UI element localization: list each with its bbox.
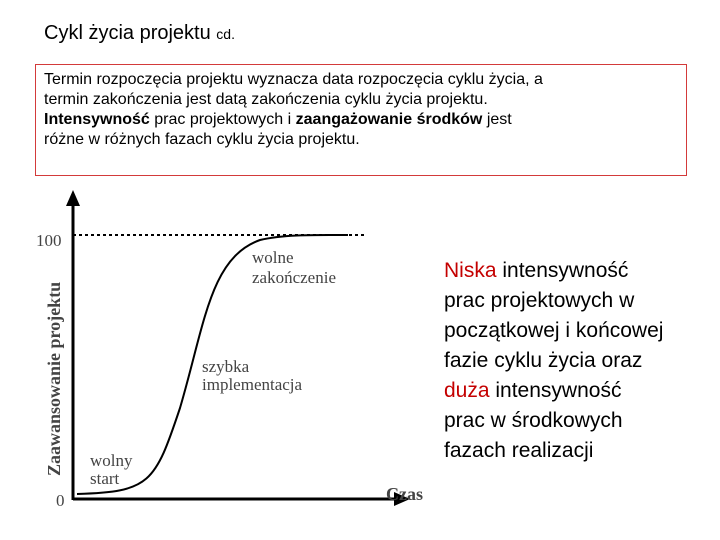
side-line-2: prac projektowych w [444, 289, 635, 312]
y-tick-0: 0 [56, 491, 65, 510]
phase-slow-end-2: zakończenie [252, 268, 336, 287]
title-suffix: cd. [216, 26, 235, 42]
definition-textbox [35, 64, 687, 176]
s-curve-chart [30, 188, 430, 523]
textbox-line-3-mid: prac projektowych i [149, 111, 296, 128]
x-axis-label: Czas [386, 484, 423, 504]
s-curve-svg [30, 188, 430, 518]
side-line-5 [444, 376, 712, 406]
side-line-3: początkowej i końcowej [444, 319, 664, 342]
word-high: duża [444, 379, 490, 402]
title-main: Cykl życia projektu [44, 22, 211, 44]
side-line-4: fazie cyklu życia oraz [444, 349, 643, 372]
side-description [444, 256, 712, 466]
phase-slow-end-1: wolne [252, 248, 294, 267]
y-axis-arrow [66, 190, 80, 206]
textbox-line-1: Termin rozpoczęcia projektu wyznacza data rozpoczęcia cyklu życia, a [44, 71, 543, 88]
textbox-line-3-end: jest [482, 111, 512, 128]
textbox-line-3 [44, 110, 678, 130]
bold-intensity: Intensywność [44, 111, 150, 128]
textbox-line-2: termin zakończenia jest datą zakończenia cyklu życia projektu. [44, 91, 488, 108]
phase-slow-start-1: wolny [90, 451, 133, 470]
phase-slow-start-2: start [90, 469, 120, 488]
word-low: Niska [444, 259, 497, 282]
y-axis-label: Zaawansowanie projektu [44, 281, 64, 476]
side-line-7: fazach realizacji [444, 439, 594, 462]
y-tick-100: 100 [36, 231, 62, 250]
side-line-6: prac w środkowych [444, 409, 623, 432]
phase-fast-2: implementacja [202, 375, 303, 394]
textbox-line-4: różne w różnych fazach cyklu życia projektu. [44, 131, 360, 148]
side-line-1-rest: intensywność [496, 259, 629, 282]
bold-resources: zaangażowanie środków [295, 111, 483, 128]
page-title [44, 22, 235, 45]
side-line-5-rest: intensywność [489, 379, 622, 402]
side-line-1 [444, 256, 712, 286]
phase-fast-1: szybka [202, 357, 250, 376]
